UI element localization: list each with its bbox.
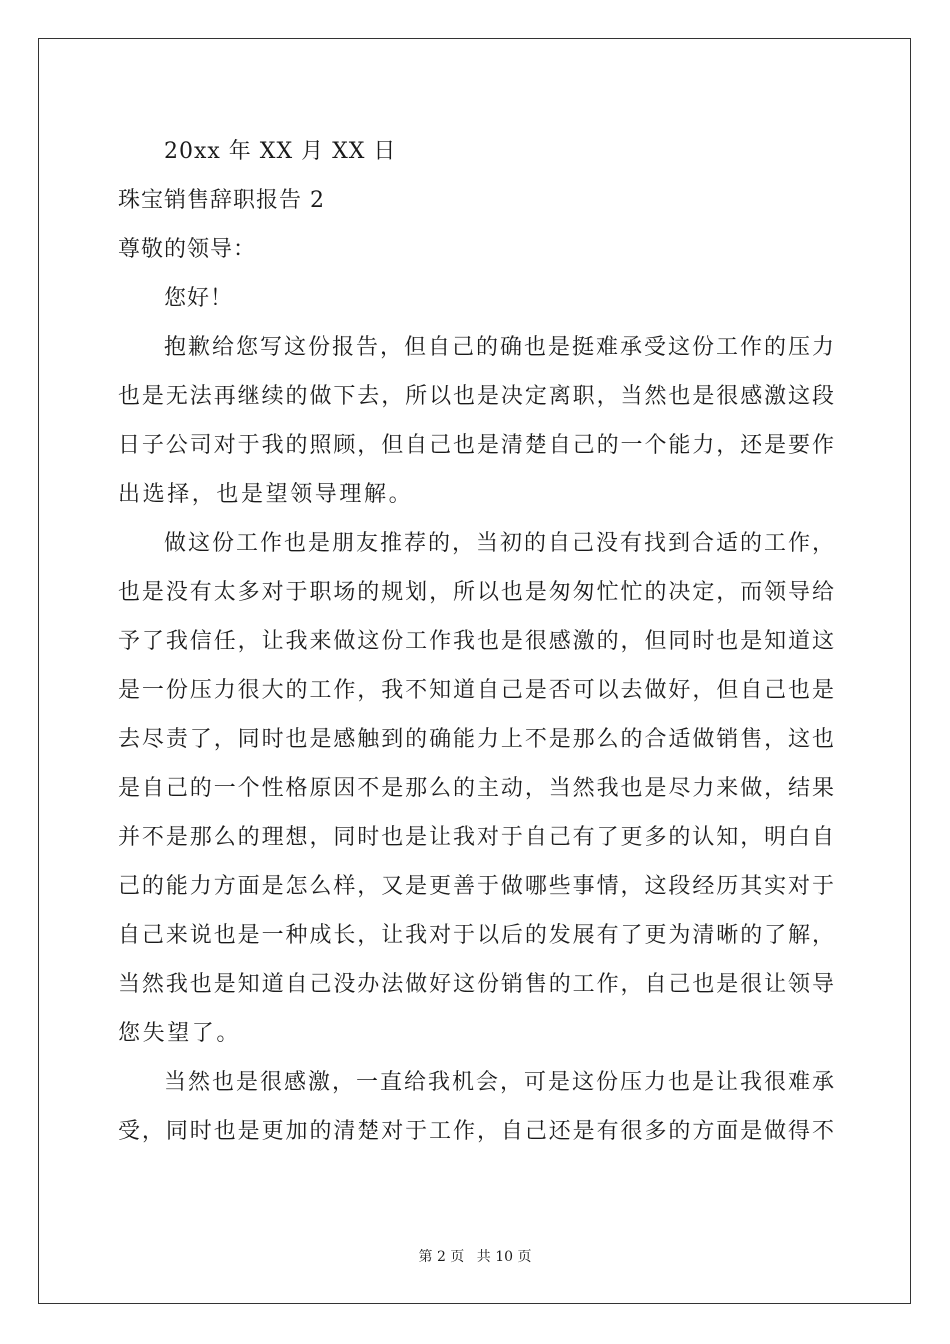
paragraph-2	[118, 519, 834, 1058]
greeting: 您好！	[164, 286, 234, 311]
date-line: 20xx 年 XX 月 XX 日	[164, 139, 397, 164]
paragraph-line: 日子公司对于我的照顾，但自己也是清楚自己的一个能力，还是要作	[118, 433, 834, 458]
paragraph-line: 当然也是很感激，一直给我机会，可是这份压力也是让我很难承	[164, 1070, 834, 1095]
paragraph-line: 自己来说也是一种成长，让我对于以后的发展有了更为清晰的了解，	[118, 923, 834, 948]
paragraph-line: 受，同时也是更加的清楚对于工作，自己还是有很多的方面是做得不	[118, 1119, 834, 1144]
paragraph-line: 予了我信任，让我来做这份工作我也是很感激的，但同时也是知道这	[118, 629, 834, 654]
paragraph-line: 也是无法再继续的做下去，所以也是决定离职，当然也是很感激这段	[118, 384, 834, 409]
paragraph-line: 做这份工作也是朋友推荐的，当初的自己没有找到合适的工作，	[164, 531, 834, 556]
page-footer	[0, 1246, 950, 1266]
paragraph-line: 您失望了。	[118, 1021, 242, 1046]
paragraph-line: 是一份压力很大的工作，我不知道自己是否可以去做好，但自己也是	[118, 678, 834, 703]
paragraph-line: 也是没有太多对于职场的规划，所以也是匆匆忙忙的决定，而领导给	[118, 580, 834, 605]
document-body	[118, 127, 834, 1156]
paragraph-line: 己的能力方面是怎么样，又是更善于做哪些事情，这段经历其实对于	[118, 874, 834, 899]
page-number: 第 2 页	[418, 1249, 465, 1265]
page-total: 共 10 页	[476, 1249, 532, 1265]
salutation: 尊敬的领导：	[118, 237, 257, 262]
document-title: 珠宝销售辞职报告 2	[118, 188, 325, 213]
paragraph-line: 去尽责了，同时也是感触到的确能力上不是那么的合适做销售，这也	[118, 727, 834, 752]
paragraph-line: 当然我也是知道自己没办法做好这份销售的工作，自己也是很让领导	[118, 972, 834, 997]
paragraph-line: 并不是那么的理想，同时也是让我对于自己有了更多的认知，明白自	[118, 825, 834, 850]
paragraph-line: 抱歉给您写这份报告，但自己的确也是挺难承受这份工作的压力	[164, 335, 834, 360]
paragraph-line: 是自己的一个性格原因不是那么的主动，当然我也是尽力来做，结果	[118, 776, 834, 801]
paragraph-1	[118, 323, 834, 519]
paragraph-line: 出选择，也是望领导理解。	[118, 482, 414, 507]
paragraph-3	[118, 1058, 834, 1156]
